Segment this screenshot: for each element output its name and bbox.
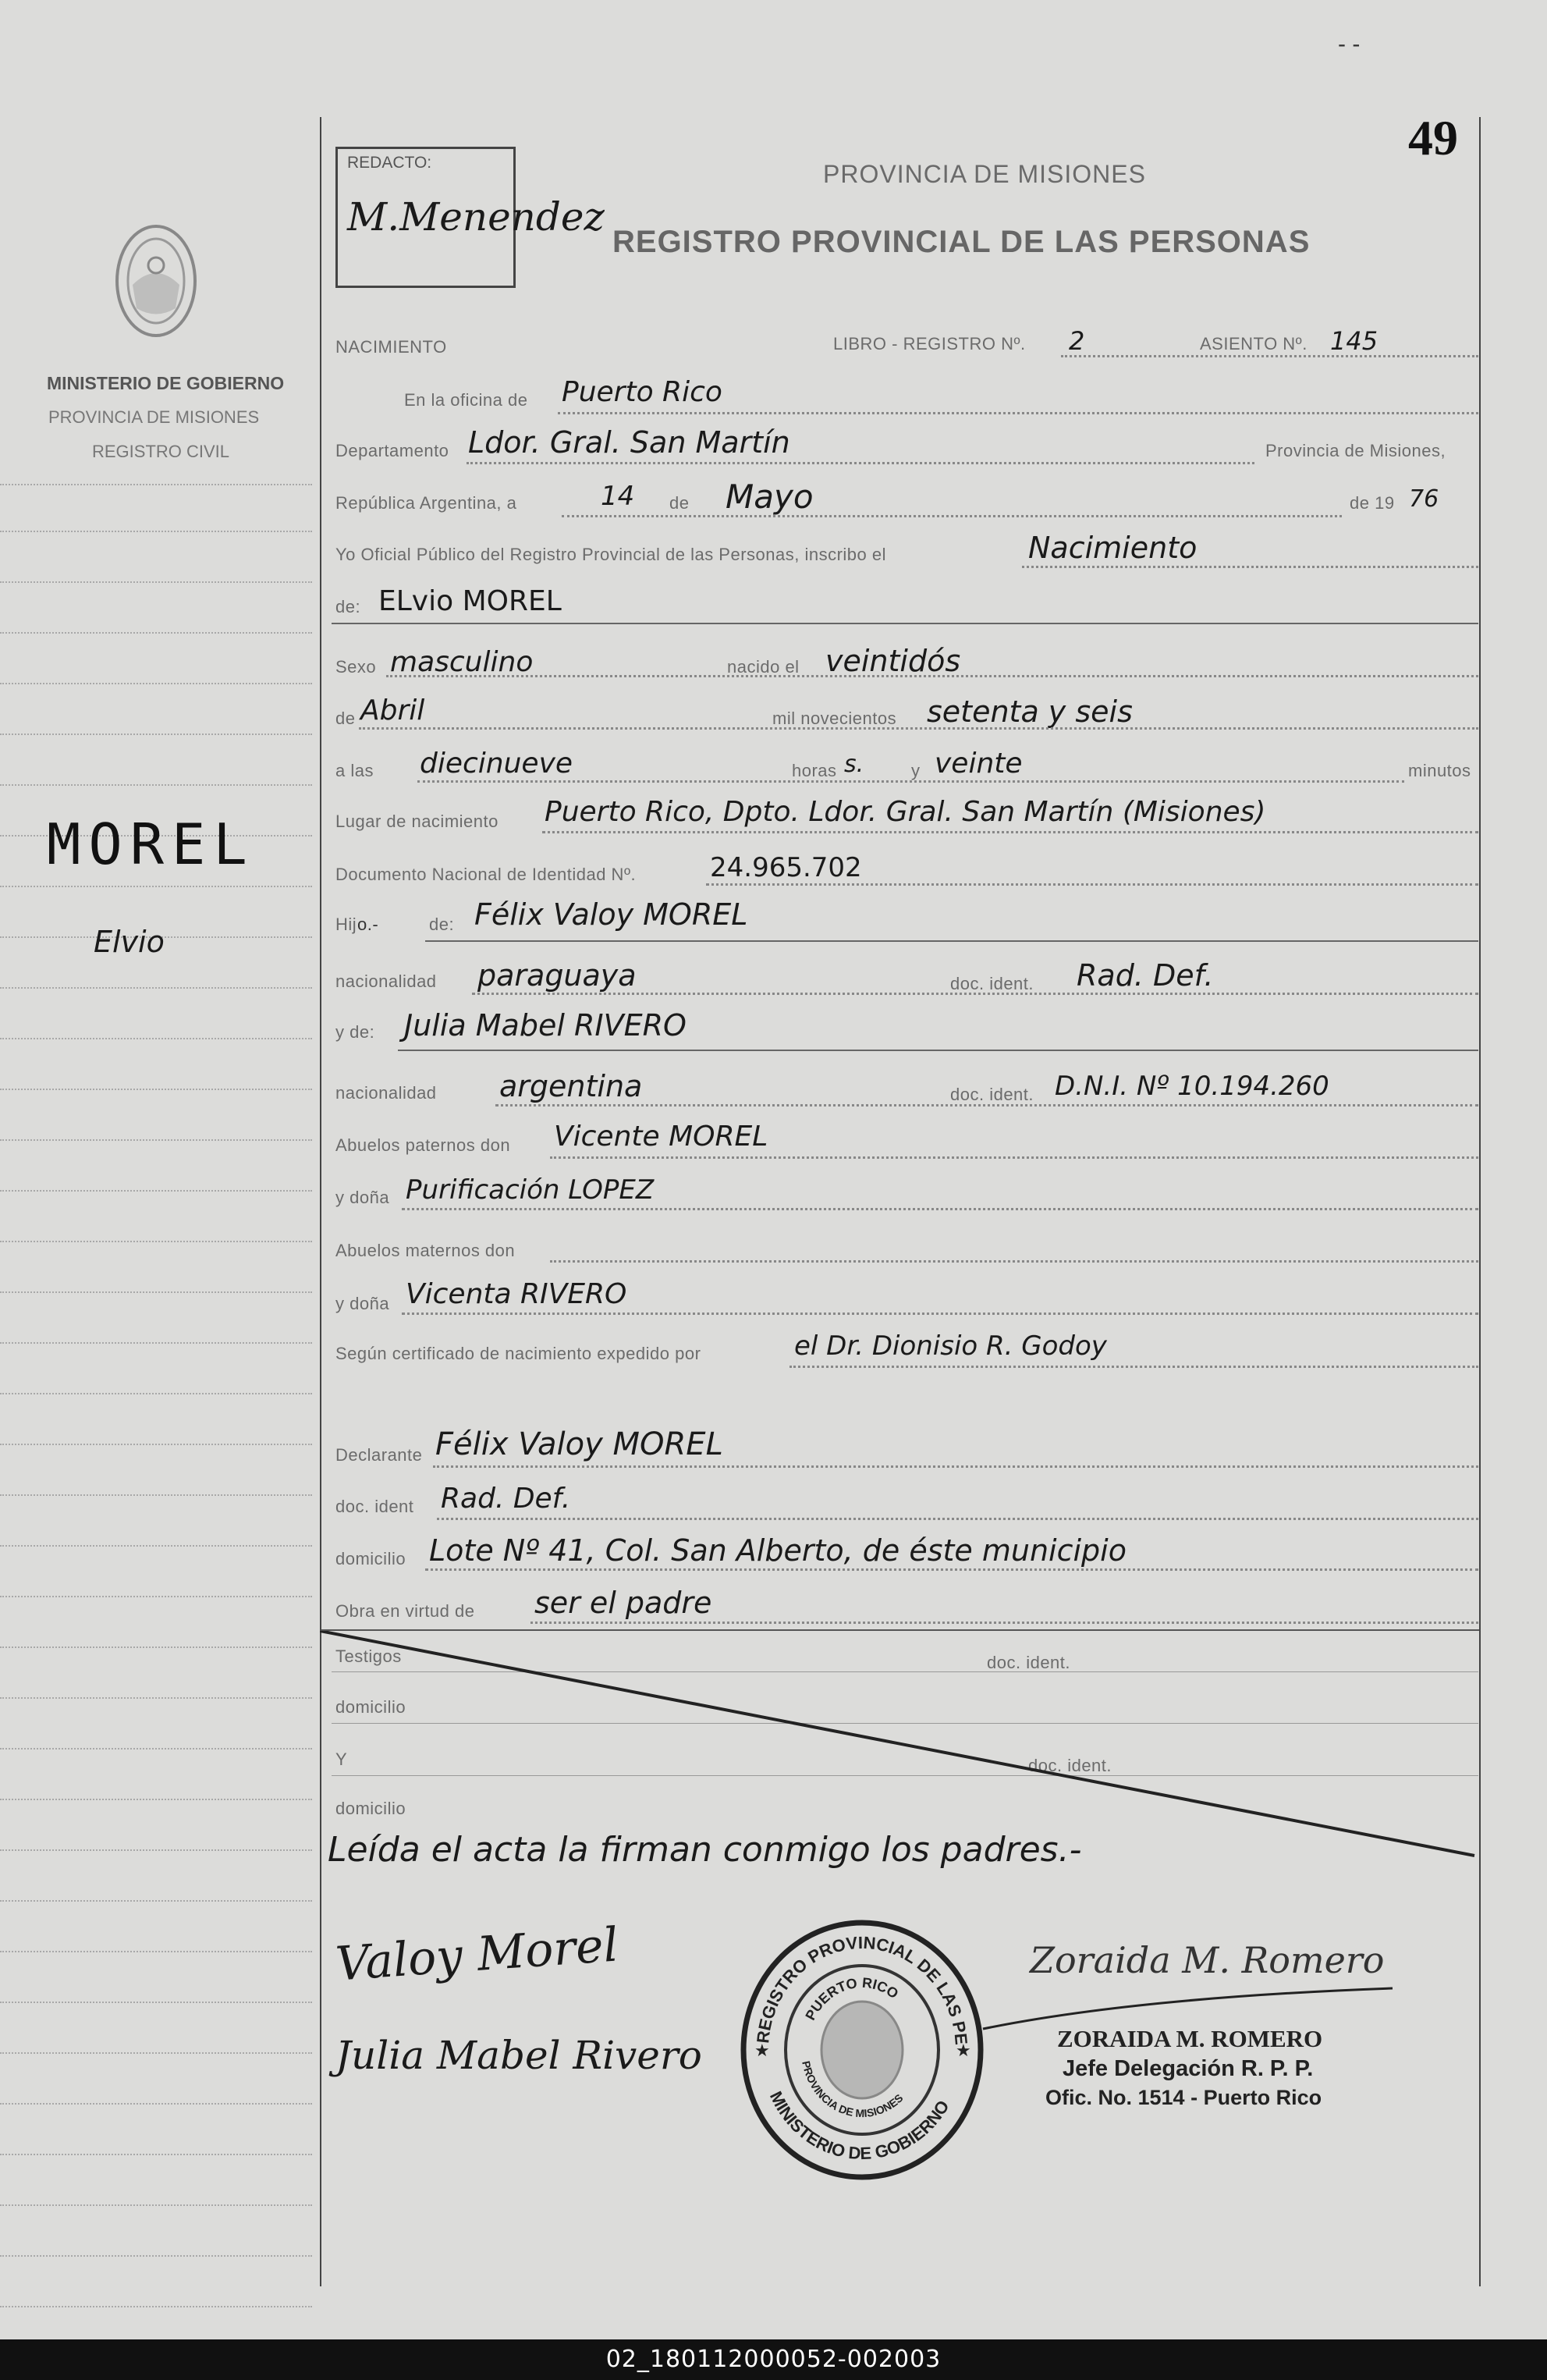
de3-label: de: [429,915,455,934]
father-signature: Valoy Morel [334,1917,620,1992]
minutes-value: veinte [935,748,1023,780]
republica-label: República Argentina, a [335,493,517,513]
day-value: 14 [601,481,635,512]
y-label: y [911,761,921,780]
redacto-box [335,147,605,288]
year-value: 76 [1409,485,1439,513]
asiento-value: 145 [1330,326,1378,356]
mother-value: Julia Mabel RIVERO [404,1008,687,1043]
horas-suffix: s. [844,751,864,778]
libro-label: LIBRO - REGISTRO Nº. [833,334,1026,353]
domicilio-value: Lote Nº 41, Col. San Alberto, de éste municipio [429,1533,1127,1568]
lugar-value: Puerto Rico, Dpto. Ldor. Gral. San Martín (Misiones) [545,796,1266,828]
mil-label: mil novecientos [772,709,897,728]
oficial-label: Yo Oficial Público del Registro Provincial de las Personas, inscribo el [335,545,887,564]
ydona-pat-label: y doña [335,1188,390,1207]
mother-signature: Julia Mabel Rivero [335,2033,702,2078]
alas-label: a las [335,761,374,780]
doc-ident2-label: doc. ident [335,1497,414,1516]
lugar-label: Lugar de nacimiento [335,812,499,831]
father-value: Félix Valoy MOREL [474,897,748,932]
father-doc-label: doc. ident. [950,974,1034,993]
doc-ident4-label: doc. ident. [1028,1756,1112,1775]
dni-value: 24.965.702 [710,852,862,883]
right-column-border [1479,117,1481,2286]
domicilio-label: domicilio [335,1549,406,1568]
official-name: ZORAIDA M. ROMERO [1057,2025,1323,2052]
sexo-value: masculino [390,646,534,678]
hijo-suffix: o.- [357,915,379,934]
official-office: Ofic. No. 1514 - Puerto Rico [1045,2086,1322,2109]
official-stamp [737,1916,987,2185]
name-value: ELvio MOREL [378,585,562,617]
closing-text: Leída el acta la firman conmigo los padres.- [328,1830,1082,1870]
oficina-value: Puerto Rico [562,376,722,408]
coat-of-arms-icon [113,222,199,339]
sexo-label: Sexo [335,657,377,677]
stamp-outer-bottom: MINISTERIO DE GOBIERNO [765,2088,953,2164]
de-name-label: de: [335,597,361,616]
abuelos-pat-label: Abuelos paternos don [335,1135,511,1155]
abuelos-mat-label: Abuelos maternos don [335,1241,516,1260]
mother-nationality-label: nacionalidad [335,1083,437,1103]
mother-doc-label: doc. ident. [950,1085,1034,1104]
abuelo-pat-value: Vicente MOREL [554,1121,768,1153]
yde-label: y de: [335,1022,375,1042]
domicilio2-label: domicilio [335,1697,406,1717]
ministry-name: MINISTERIO DE GOBIERNO [47,373,285,393]
departamento-label: Departamento [335,441,449,460]
stamp-inner-bottom: PROVINCIA DE MISIONES [800,2059,906,2120]
testigos-label: Testigos [335,1646,402,1666]
nacimiento-label: NACIMIENTO [335,337,447,357]
ydona-mat-label: y doña [335,1294,390,1313]
declarante-label: Declarante [335,1445,423,1465]
obra-value: ser el padre [534,1586,712,1620]
asiento-label: ASIENTO Nº. [1200,334,1307,353]
de2-label: de [335,709,356,728]
page-number: 49 [1408,110,1458,165]
top-mark: - - [1338,31,1361,57]
footer-bar [0,2339,1547,2380]
doc-ident3-label: doc. ident. [987,1653,1071,1672]
month-value: Mayo [726,478,814,516]
father-nationality: paraguaya [477,958,637,993]
declarante-value: Félix Valoy MOREL [435,1426,723,1462]
departamento-value: Ldor. Gral. San Martín [468,425,790,460]
de-label: de [669,493,690,513]
libro-value: 2 [1069,326,1085,356]
redacto-signature: M.Menendez [347,194,605,240]
left-column-border [320,117,321,2286]
header-registry: REGISTRO PROVINCIAL DE LAS PERSONAS [612,225,1311,259]
minutos-label: minutos [1408,761,1471,780]
stamp-inner-top: PUERTO RICO [802,1974,902,2023]
obra-label: Obra en virtud de [335,1601,475,1621]
hijo-label: Hij [335,915,357,934]
declarante-doc: Rad. Def. [441,1483,571,1515]
mother-nationality: argentina [499,1069,643,1103]
stamp-star-right-icon: ★ [956,2041,971,2060]
father-doc: Rad. Def. [1077,958,1214,993]
abuela-mat-value: Vicenta RIVERO [406,1278,627,1310]
footer-label: 02_180112000052-002003 [605,2346,942,2373]
nacido-value: veintidós [825,644,961,678]
nacido-label: nacido el [727,657,800,677]
registry-seal-icon [737,1916,987,2185]
domicilio3-label: domicilio [335,1799,406,1818]
certificado-label: Según certificado de nacimiento expedido por [335,1344,701,1363]
official-signature: Zoraida M. Romero [1030,1939,1385,1981]
ministry-registro-civil: REGISTRO CIVIL [92,442,230,461]
birth-month-value: Abril [360,694,425,726]
abuela-pat-value: Purificación LOPEZ [406,1174,655,1206]
ministry-province: PROVINCIA DE MISIONES [48,407,260,427]
provincia-label: Provincia de Misiones, [1265,441,1446,460]
stamp-outer-top: REGISTRO PROVINCIAL DE LAS PE [753,1932,971,2046]
inscribo-value: Nacimiento [1028,531,1198,565]
official-title: Jefe Delegación R. P. P. [1063,2056,1314,2081]
father-nationality-label: nacionalidad [335,972,437,991]
year-label: de 19 [1350,493,1395,513]
oficina-label: En la oficina de [404,390,528,410]
mother-doc: D.N.I. Nº 10.194.260 [1055,1071,1329,1102]
certificado-value: el Dr. Dionisio R. Godoy [794,1330,1107,1362]
header-province: PROVINCIA DE MISIONES [823,160,1146,188]
margin-surname: MOREL [47,812,255,877]
birth-year-value: setenta y seis [927,694,1133,729]
horas-label: horas [792,761,837,780]
hour-value: diecinueve [420,748,573,780]
stamp-star-left-icon: ★ [754,2041,770,2060]
y2-label: Y [335,1749,348,1769]
margin-given-name: Elvio [94,925,165,959]
ministry-emblem [113,222,199,339]
dni-label: Documento Nacional de Identidad Nº. [335,865,637,884]
redacto-label: REDACTO: [347,154,432,172]
